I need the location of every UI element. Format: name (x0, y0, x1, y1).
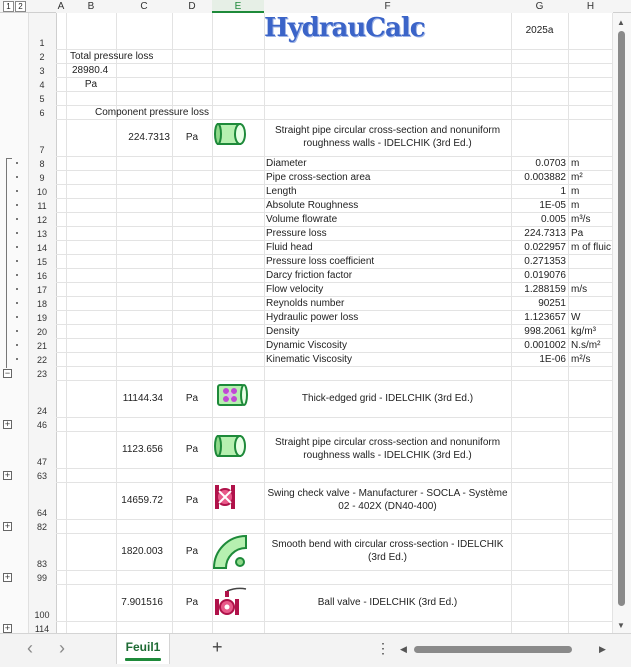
outline-dot (16, 246, 18, 248)
col-header-c[interactable]: C (116, 0, 172, 13)
row-number[interactable]: 1 (39, 38, 45, 48)
col-header-g[interactable]: G (511, 0, 568, 13)
param-value[interactable]: 1.123657 (524, 312, 566, 323)
row-number[interactable]: 64 (36, 508, 47, 518)
component-value[interactable]: 1123.656 (122, 444, 163, 455)
param-unit: m/s (571, 284, 588, 295)
col-header-b[interactable]: B (66, 0, 116, 13)
param-value[interactable]: 224.7313 (524, 228, 566, 239)
outline-expand-button[interactable]: + (4, 419, 11, 429)
gridline (56, 105, 613, 106)
gridline (56, 282, 613, 283)
version-year: 2025a (525, 25, 554, 36)
component-description: Thick-edged grid - IDELCHIK (3rd Ed.) (301, 393, 474, 404)
outline-dot (16, 344, 18, 346)
component-description: Swing check valve - Manufacturer - SOCLA - Système 02 - 402X (DN40-400) (267, 488, 508, 512)
outline-group-bracket-top (6, 158, 12, 159)
gridline (56, 380, 613, 381)
row-number[interactable]: 15 (36, 257, 47, 267)
row-number[interactable]: 100 (34, 610, 50, 620)
param-name: Length (266, 186, 297, 197)
vertical-scrollbar-thumb[interactable] (618, 31, 625, 606)
gridline (568, 13, 569, 633)
param-name: Fluid head (266, 242, 313, 253)
component-pressure-loss-label: Component pressure loss (95, 107, 209, 118)
outline-dot (16, 260, 18, 262)
param-name: Flow velocity (266, 284, 324, 295)
hydraucalc-logo: HydrauCalc (264, 13, 425, 43)
add-sheet-button[interactable]: + (212, 637, 223, 657)
check-valve-icon (213, 483, 237, 515)
gridline (56, 366, 613, 367)
component-unit: Pa (185, 444, 199, 455)
scroll-left-button[interactable]: ◀ (400, 644, 407, 654)
col-header-d[interactable]: D (172, 0, 212, 13)
row-number[interactable]: 6 (39, 108, 45, 118)
row-number[interactable]: 17 (36, 285, 47, 295)
param-value[interactable]: 998.2061 (524, 326, 566, 337)
row-header-column (28, 13, 57, 633)
outline-dot (16, 190, 18, 192)
gridline (56, 468, 613, 469)
gridline (56, 212, 613, 213)
row-number[interactable]: 23 (36, 369, 47, 379)
outline-expand-button[interactable]: + (4, 470, 11, 480)
row-number[interactable]: 46 (36, 420, 47, 430)
component-description: Smooth bend with circular cross-section - IDELCHIK (3rd Ed.) (271, 539, 504, 563)
row-number[interactable]: 5 (39, 94, 45, 104)
gridline (56, 119, 613, 120)
row-number[interactable]: 2 (39, 52, 45, 62)
gridline (56, 63, 613, 64)
param-value[interactable]: 0.0703 (535, 158, 566, 169)
total-pressure-loss-label: Total pressure loss (70, 51, 154, 62)
row-number[interactable]: 114 (34, 624, 50, 633)
row-number[interactable]: 8 (39, 159, 45, 169)
bend-icon (212, 534, 248, 574)
row-number[interactable]: 19 (36, 313, 47, 323)
param-value[interactable]: 1E-05 (539, 200, 566, 211)
param-unit: kg/m³ (571, 326, 596, 337)
col-header-e[interactable]: E (212, 0, 264, 13)
gridline (56, 482, 613, 483)
param-name: Kinematic Viscosity (266, 354, 352, 365)
gridline (56, 519, 613, 520)
gridline (56, 431, 613, 432)
gridline (56, 417, 613, 418)
outline-collapse-button[interactable]: − (4, 368, 11, 378)
col-header-h[interactable]: H (568, 0, 613, 13)
outline-gutter (0, 13, 29, 633)
row-number[interactable]: 22 (36, 355, 47, 365)
param-name: Hydraulic power loss (266, 312, 359, 323)
outline-dot (16, 274, 18, 276)
gridline (56, 324, 613, 325)
param-name: Volume flowrate (266, 214, 338, 225)
gridline (56, 254, 613, 255)
row-number[interactable]: 21 (36, 341, 47, 351)
component-description: Ball valve - IDELCHIK (3rd Ed.) (317, 597, 458, 608)
param-name: Density (266, 326, 300, 337)
param-value[interactable]: 0.003882 (524, 172, 566, 183)
outline-dot (16, 176, 18, 178)
gridline (56, 533, 613, 534)
outline-level-1-button[interactable]: 1 (3, 1, 14, 12)
component-unit: Pa (185, 132, 199, 143)
gridline (56, 621, 613, 622)
component-value[interactable]: 11144.34 (122, 393, 163, 404)
param-unit: m (571, 200, 580, 211)
outline-dot (16, 358, 18, 360)
param-name: Diameter (266, 158, 307, 169)
param-value[interactable]: 1.288159 (524, 284, 566, 295)
param-name: Pressure loss (266, 228, 327, 239)
row-number[interactable]: 20 (36, 327, 47, 337)
scroll-up-button[interactable]: ▲ (617, 18, 625, 27)
param-unit: m² (571, 172, 583, 183)
param-value[interactable]: 1 (560, 186, 566, 197)
next-sheet-button[interactable]: › (59, 638, 65, 658)
param-value[interactable]: 0.001002 (524, 340, 566, 351)
param-unit: m³/s (571, 214, 591, 225)
row-number[interactable]: 11 (37, 201, 47, 211)
gridline (56, 338, 613, 339)
param-name: Dynamic Viscosity (266, 340, 347, 351)
row-number[interactable]: 47 (36, 457, 47, 467)
param-name: Pipe cross-section area (266, 172, 371, 183)
outline-dot (16, 288, 18, 290)
outline-expand-button[interactable]: + (4, 521, 11, 531)
outline-dot (16, 316, 18, 318)
outline-dot (16, 302, 18, 304)
outline-level-buttons (3, 1, 26, 12)
param-unit: Pa (571, 228, 584, 239)
row-number[interactable]: 13 (36, 229, 47, 239)
prev-sheet-button[interactable]: ‹ (27, 638, 33, 658)
param-value[interactable]: 0.019076 (524, 270, 566, 281)
component-unit: Pa (185, 597, 199, 608)
param-value[interactable]: 0.022957 (524, 242, 566, 253)
component-unit: Pa (185, 495, 199, 506)
component-value[interactable]: 1820.003 (121, 546, 163, 557)
ball-valve-icon (213, 585, 247, 623)
col-header-a[interactable]: A (57, 1, 65, 12)
row-number[interactable]: 9 (39, 173, 45, 183)
row-number[interactable]: 16 (36, 271, 47, 281)
gridline (56, 226, 613, 227)
row-number[interactable]: 7 (39, 145, 45, 155)
gridline (116, 13, 117, 633)
grid-icon (214, 381, 248, 413)
outline-dot (16, 232, 18, 234)
gridline (56, 156, 613, 157)
gridline (66, 13, 67, 633)
component-value[interactable]: 224.7313 (128, 132, 170, 143)
sheet-tab-label: Feuil1 (125, 640, 161, 654)
param-unit: m²/s (571, 354, 591, 365)
component-value[interactable]: 14659.72 (121, 495, 163, 506)
row-number[interactable]: 83 (36, 559, 47, 569)
gridline (56, 198, 613, 199)
param-unit: m (571, 186, 580, 197)
gridline (56, 170, 613, 171)
gridline (56, 570, 613, 571)
param-name: Reynolds number (266, 298, 345, 309)
row-number[interactable]: 18 (36, 299, 47, 309)
param-unit: m of fluic (571, 242, 611, 253)
row-number[interactable]: 24 (36, 406, 47, 416)
row-number[interactable]: 14 (36, 243, 47, 253)
row-number[interactable]: 3 (39, 66, 45, 76)
active-tab-indicator (125, 658, 161, 661)
horizontal-scrollbar-thumb[interactable] (414, 646, 572, 653)
more-options-icon[interactable]: ⋮ (376, 640, 390, 656)
outline-dot (16, 204, 18, 206)
param-value[interactable]: 1E-06 (539, 354, 566, 365)
param-name: Absolute Roughness (266, 200, 359, 211)
gridline (56, 240, 613, 241)
gridline (56, 268, 613, 269)
component-value[interactable]: 7.901516 (121, 597, 163, 608)
outline-dot (16, 330, 18, 332)
outline-dot (16, 162, 18, 164)
param-unit: m (571, 158, 580, 169)
scroll-down-button[interactable]: ▼ (617, 621, 625, 630)
gridline (56, 584, 613, 585)
sheet-tab-bar (0, 633, 631, 667)
param-name: Pressure loss coefficient (266, 256, 375, 267)
total-pressure-loss-value[interactable]: 28980.4 (72, 65, 109, 76)
row-number[interactable]: 10 (36, 187, 47, 197)
outline-expand-button[interactable]: + (4, 572, 11, 582)
gridline (56, 184, 613, 185)
pipe-icon (214, 432, 248, 464)
param-name: Darcy friction factor (266, 270, 353, 281)
outline-expand-button[interactable]: + (4, 623, 11, 633)
outline-group-bracket (6, 158, 7, 368)
param-value[interactable]: 0.005 (540, 214, 566, 225)
gridline (56, 352, 613, 353)
gridline (56, 310, 613, 311)
row-number[interactable]: 12 (36, 215, 47, 225)
row-number[interactable]: 82 (36, 522, 47, 532)
outline-dot (16, 218, 18, 220)
component-unit: Pa (185, 393, 199, 404)
gridline (56, 296, 613, 297)
gridline (56, 49, 613, 50)
row-number[interactable]: 4 (39, 80, 45, 90)
row-number[interactable]: 99 (36, 573, 47, 583)
param-unit: W (571, 312, 581, 323)
param-value[interactable]: 0.271353 (524, 256, 566, 267)
scroll-right-button[interactable]: ▶ (599, 644, 606, 654)
param-value[interactable]: 90251 (538, 298, 566, 309)
vertical-scrollbar[interactable] (613, 13, 631, 633)
col-header-f[interactable]: F (264, 0, 511, 13)
pipe-icon (214, 120, 248, 152)
component-description: Straight pipe circular cross-section and nonuniform roughness walls - IDELCHIK (3rd Ed.) (274, 437, 501, 461)
gridline (56, 91, 613, 92)
sheet-tab-feuil1[interactable] (116, 634, 170, 664)
total-pressure-loss-unit: Pa (84, 79, 98, 90)
param-unit: N.s/m² (571, 340, 601, 351)
row-number[interactable]: 63 (36, 471, 47, 481)
component-description: Straight pipe circular cross-section and nonuniform roughness walls - IDELCHIK (3rd Ed.) (274, 125, 501, 149)
gridline (56, 77, 613, 78)
gridline (172, 13, 173, 633)
component-unit: Pa (185, 546, 199, 557)
outline-level-2-button[interactable]: 2 (15, 1, 26, 12)
